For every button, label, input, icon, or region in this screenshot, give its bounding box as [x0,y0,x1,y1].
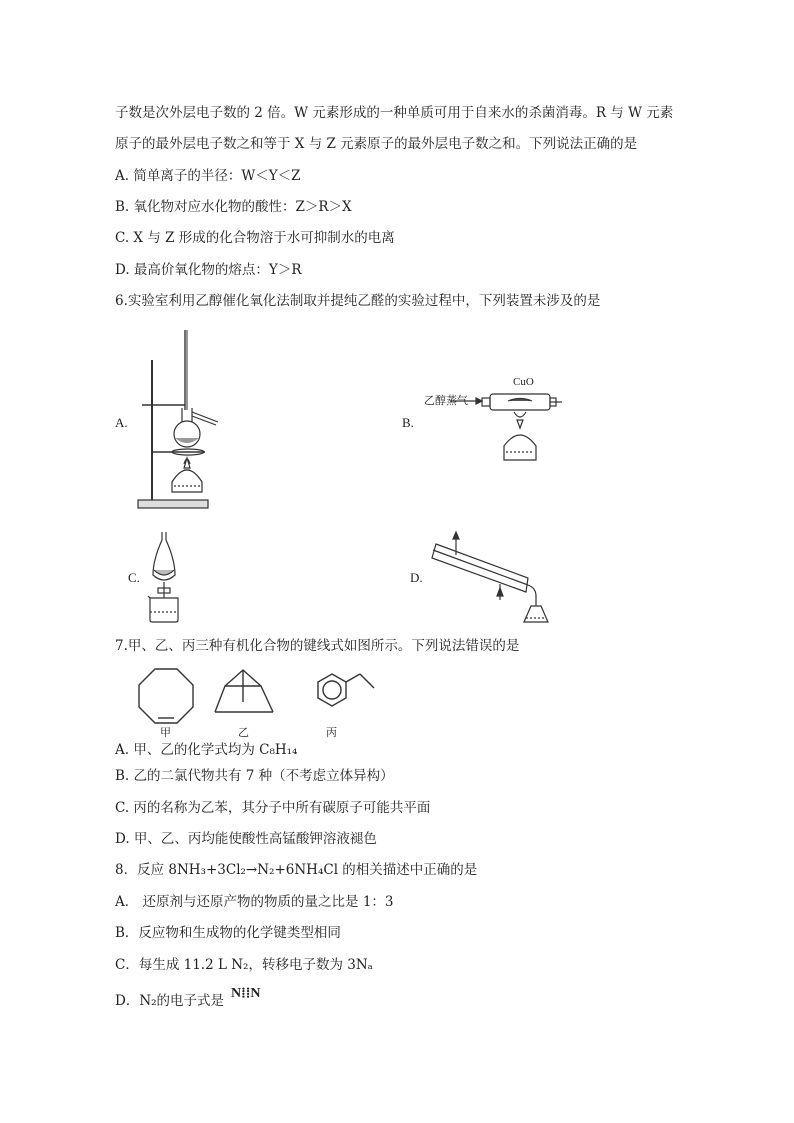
q8-stem: 8．反应 8NH₃+3Cl₂→N₂+6NH₄Cl 的相关描述中正确的是 [115,862,478,878]
q6-label-b: B. [402,415,414,430]
molecule-name-bing: 丙 [326,727,337,739]
q7-option-d: D. 甲、乙、丙均能使酸性高锰酸钾溶液褪色 [115,831,377,847]
text-line-1: 子数是次外层电子数的 2 倍。W 元素形成的一种单质可用于自来水的杀菌消毒。R 与 W 元素 [115,105,674,121]
q6-label-d: D. [410,570,423,585]
molecule-name-yi: 乙 [238,727,249,739]
apparatus-b-figure [420,376,570,471]
q8-option-d: D．N₂的电子式是 [115,993,225,1009]
molecule-bing-figure [312,668,382,718]
electron-formula: N⁞⁞N [231,986,261,1001]
q7-option-b: B. 乙的二氯代物共有 7 种（不考虑立体异构） [115,768,394,784]
apparatus-a-figure [130,330,240,515]
q5-option-a: A. 简单离子的半径：W＜Y＜Z [115,168,301,184]
q6-stem: 6.实验室利用乙醇催化氧化法制取并提纯乙醛的实验过程中，下列装置未涉及的是 [115,293,601,309]
q6-label-c: C. [128,570,140,585]
q8-option-b: B．反应物和生成物的化学键类型相同 [115,925,341,941]
q8-option-a: A． 还原剂与还原产物的物质的量之比是 1：3 [115,894,394,910]
q7-stem: 7.甲、乙、丙三种有机化合物的键线式如图所示。下列说法错误的是 [115,638,520,654]
apparatus-c-figure [145,530,205,625]
text-line-2: 原子的最外层电子数之和等于 X 与 Z 元素原子的最外层电子数之和。下列说法正确的是 [115,136,638,152]
q7-option-c: C. 丙的名称为乙苯，其分子中所有碳原子可能共平面 [115,800,431,816]
b-gas-label: 乙醇蒸气 [424,395,468,407]
q6-label-a: A. [115,415,128,430]
b-cuo-label: CuO [513,376,534,388]
molecule-name-jia: 甲 [160,727,171,739]
q7-option-a: A. 甲、乙的化学式均为 C₈H₁₄ [115,742,298,758]
q5-option-d: D. 最高价氧化物的熔点：Y＞R [115,262,302,278]
molecule-jia-figure [136,666,196,726]
q5-option-b: B. 氧化物对应水化物的酸性：Z＞R＞X [115,199,352,215]
molecule-yi-figure [213,668,277,718]
q5-option-c: C. X 与 Z 形成的化合物溶于水可抑制水的电离 [115,230,395,246]
apparatus-d-figure [428,530,558,625]
q8-option-c: C．每生成 11.2 L N₂，转移电子数为 3Nₐ [115,957,373,973]
